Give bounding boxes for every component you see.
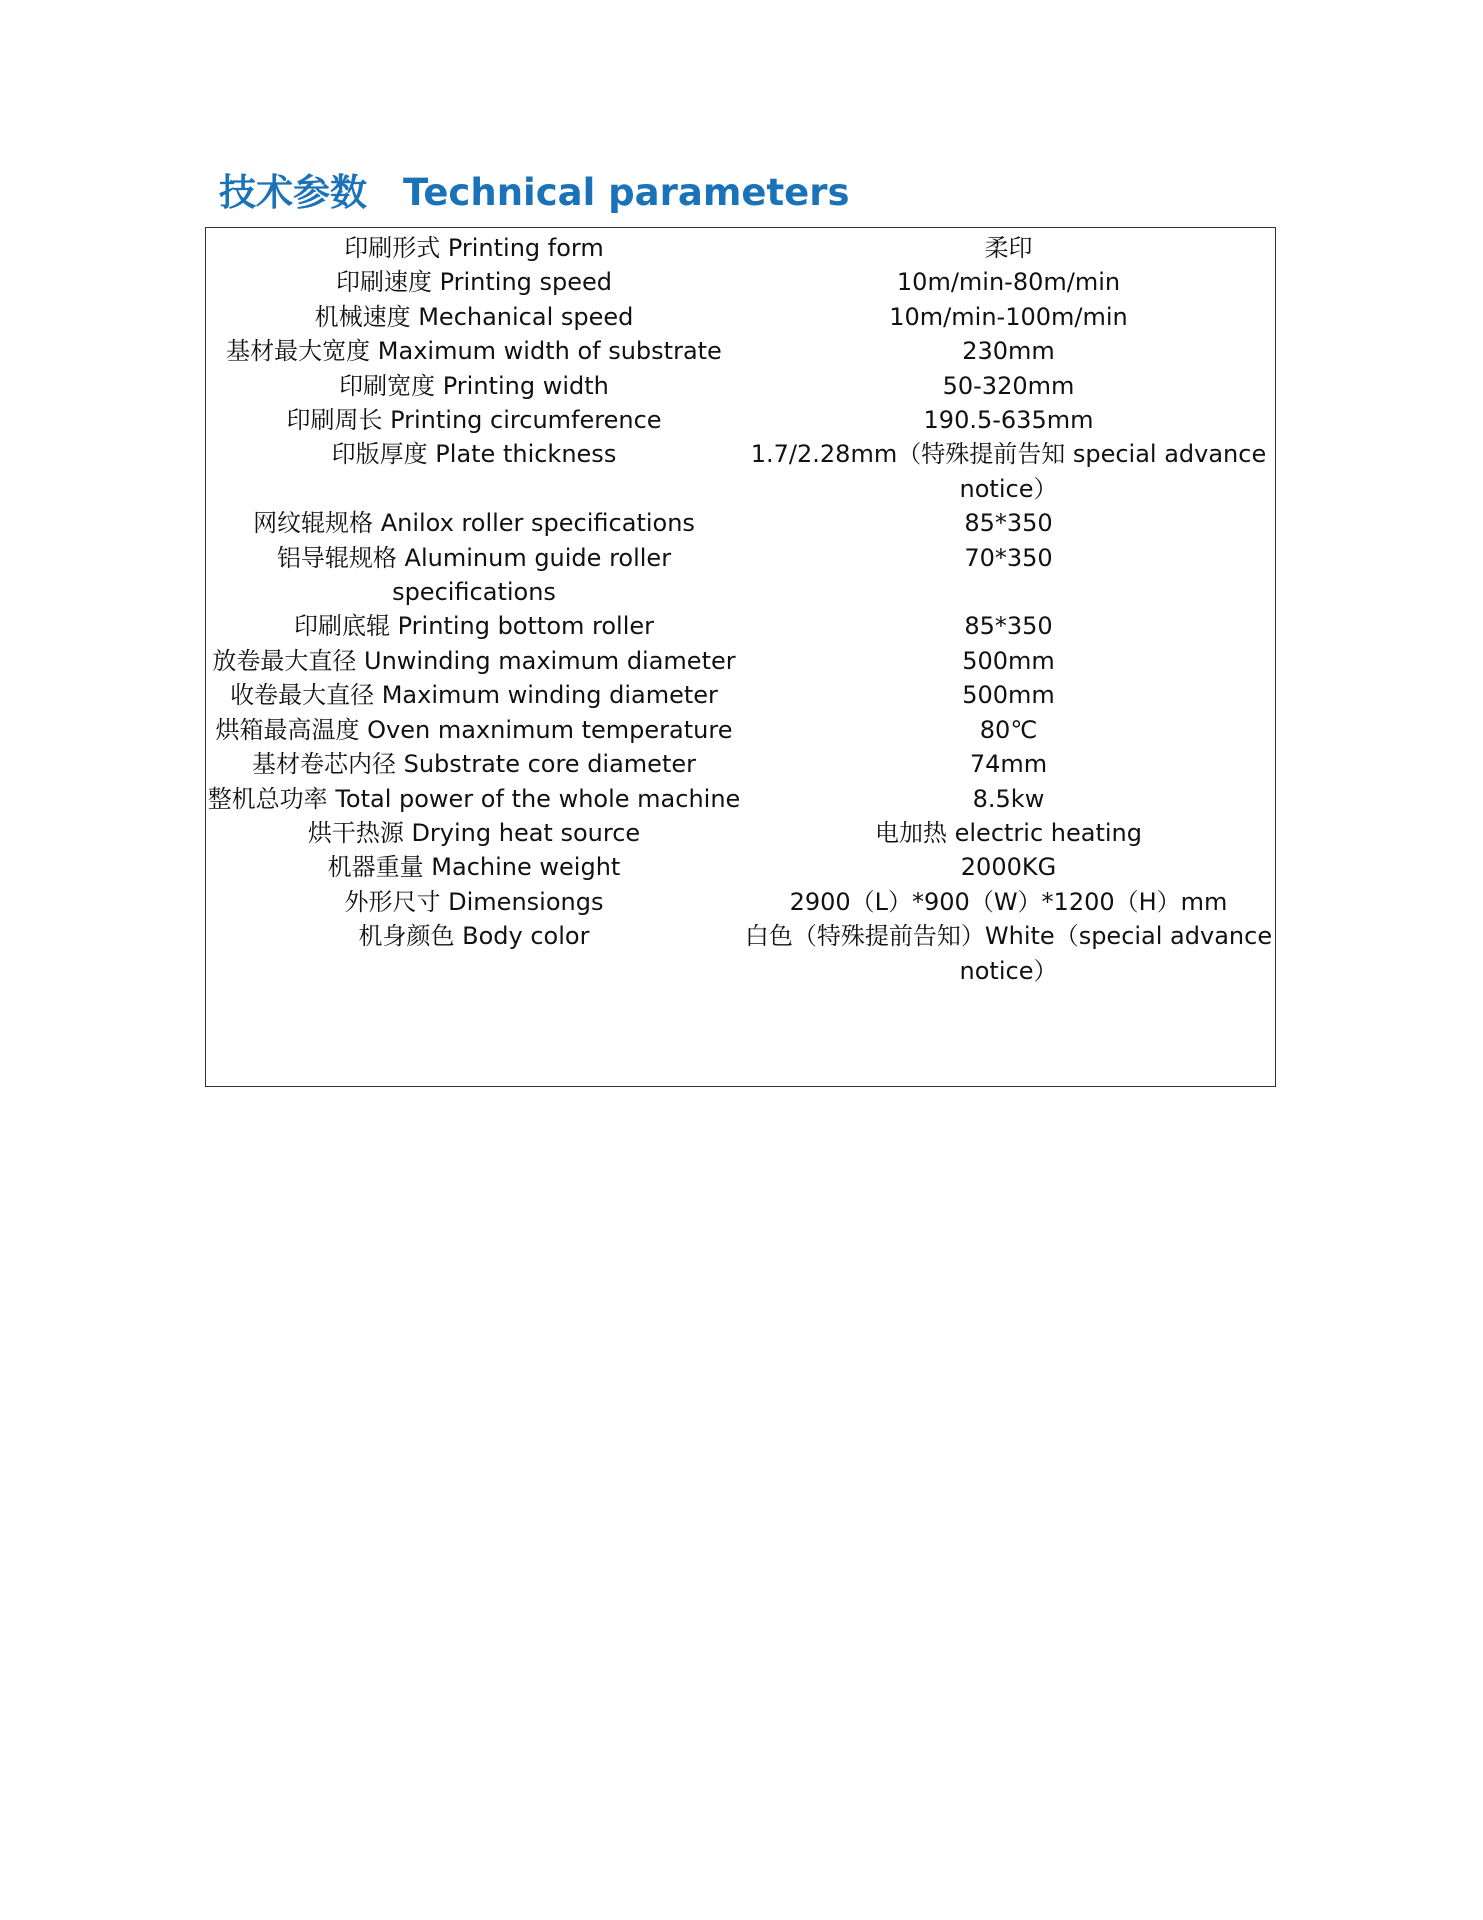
param-value: 10m/min-100m/min — [889, 302, 1128, 331]
param-value: 10m/min-80m/min — [896, 268, 1121, 297]
param-value: 500mm — [962, 646, 1055, 675]
table-row — [206, 782, 1275, 816]
table-row — [206, 369, 1275, 403]
param-label: 铝导辊规格 Aluminum guide roller specifications — [276, 543, 672, 607]
table-row — [206, 437, 1275, 506]
param-label: 烘箱最高温度 Oven maxnimum temperature — [215, 715, 733, 744]
page-title-en: Technical parameters — [403, 171, 850, 214]
table-row — [206, 609, 1275, 643]
param-value: 2000KG — [960, 853, 1057, 882]
table-row — [206, 300, 1275, 334]
param-value: 85*350 — [964, 509, 1053, 538]
param-label: 外形尺寸 Dimensiongs — [344, 887, 604, 916]
table-row — [206, 506, 1275, 540]
table-row — [206, 678, 1275, 712]
param-value: 190.5-635mm — [923, 406, 1094, 435]
spec-table-container — [205, 227, 1276, 1087]
page-title-zh: 技术参数 — [219, 171, 367, 214]
table-row — [206, 334, 1275, 368]
param-label: 基材卷芯内径 Substrate core diameter — [251, 750, 696, 779]
param-label: 印刷速度 Printing speed — [335, 268, 613, 297]
param-label: 网纹辊规格 Anilox roller specifications — [253, 509, 695, 538]
param-value: 电加热 electric heating — [875, 818, 1142, 847]
table-row — [206, 713, 1275, 747]
spec-table — [206, 231, 1275, 988]
param-label: 基材最大宽度 Maximum width of substrate — [226, 337, 722, 366]
param-label: 收卷最大直径 Maximum winding diameter — [230, 681, 718, 710]
param-label: 机器重量 Machine weight — [327, 853, 621, 882]
param-value: 1.7/2.28mm（特殊提前告知 special advance notice） — [750, 440, 1267, 503]
param-label: 机身颜色 Body color — [358, 922, 590, 951]
table-row — [206, 265, 1275, 299]
param-label: 机械速度 Mechanical speed — [314, 302, 634, 331]
param-value: 白色（特殊提前告知）White（special advance notice） — [744, 922, 1273, 985]
param-label: 印版厚度 Plate thickness — [331, 440, 617, 469]
page-title — [219, 171, 850, 215]
table-row — [206, 850, 1275, 884]
param-value: 2900（L）*900（W）*1200（H）mm — [789, 887, 1228, 916]
param-value: 柔印 — [984, 234, 1033, 262]
param-label: 印刷底辊 Printing bottom roller — [294, 612, 654, 641]
param-value: 50-320mm — [942, 371, 1075, 400]
spec-table-body — [206, 231, 1275, 988]
table-row — [206, 231, 1275, 265]
table-row — [206, 644, 1275, 678]
param-value: 74mm — [969, 750, 1048, 779]
table-row — [206, 541, 1275, 610]
param-value: 70*350 — [964, 543, 1053, 572]
param-value: 230mm — [962, 337, 1055, 366]
param-label: 放卷最大直径 Unwinding maximum diameter — [212, 646, 736, 675]
param-label: 烘干热源 Drying heat source — [307, 818, 641, 847]
param-value: 500mm — [962, 681, 1055, 710]
table-row — [206, 403, 1275, 437]
table-row — [206, 816, 1275, 850]
param-value: 85*350 — [964, 612, 1053, 641]
param-label: 印刷形式 Printing form — [344, 234, 604, 262]
param-label: 印刷周长 Printing circumference — [286, 406, 662, 435]
table-row — [206, 747, 1275, 781]
table-row — [206, 919, 1275, 988]
param-label: 印刷宽度 Printing width — [339, 371, 609, 400]
param-value: 8.5kw — [972, 784, 1045, 813]
param-value: 80℃ — [979, 715, 1038, 744]
param-label: 整机总功率 Total power of the whole machine — [207, 784, 741, 813]
table-row — [206, 885, 1275, 919]
